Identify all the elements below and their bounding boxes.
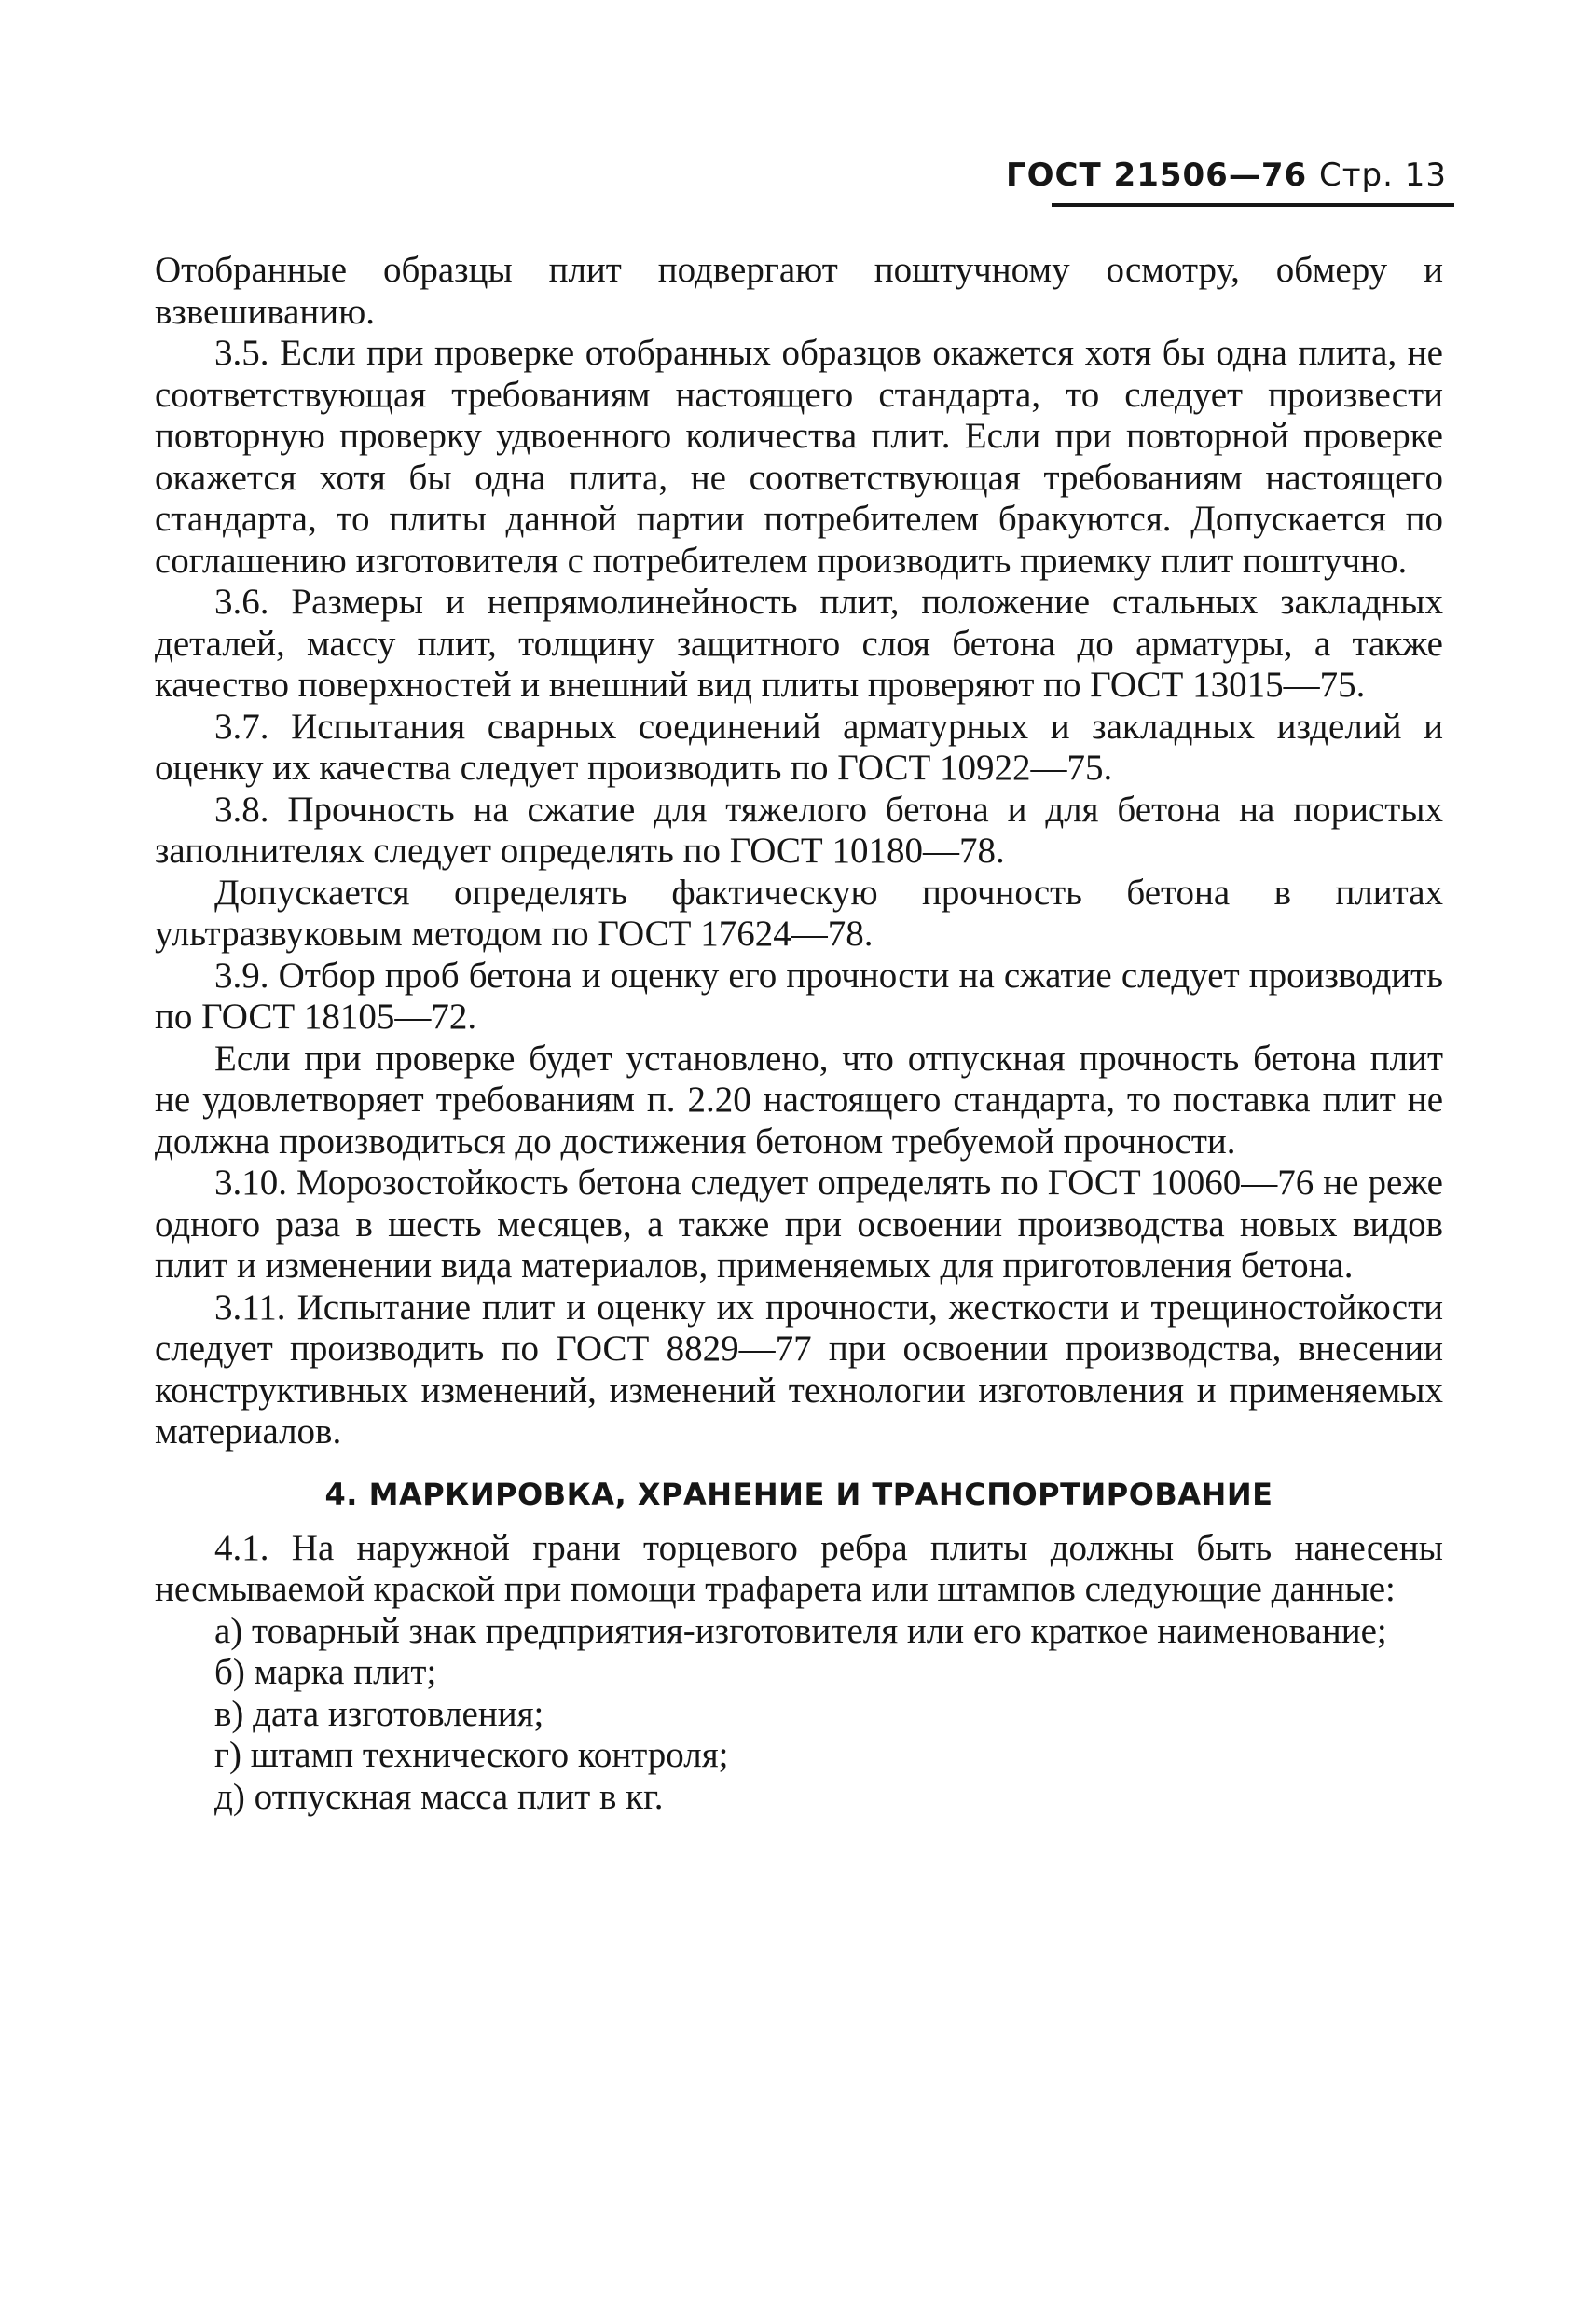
paragraph-3-8-note: Допускается определять фактическую прочность бетона в плитах ультразвуковым методом по ГОСТ 17624—78. bbox=[155, 872, 1443, 954]
list-item: б) марка плит; bbox=[214, 1652, 437, 1692]
paragraph-3-8: 3.8. Прочность на сжатие для тяжелого бетона и для бетона на пористых заполнителях следует определять по ГОСТ 10180—78. bbox=[155, 789, 1443, 871]
paragraph-3-9-note: Если при проверке будет установлено, что отпускная прочность бетона плит не удовлетворяет требованиям п. 2.20 настоящего стандарта, то поставка плит не должна производиться до достижения бетоном требуемой прочности. bbox=[155, 1038, 1443, 1162]
paragraph-3-5: 3.5. Если при проверке отобранных образцов окажется хотя бы одна плита, не соответствующая требованиям настоящего стандарта, то следует произвести повторную проверку удвоенного количества плит. Если при повторной проверке окажется хотя бы одна плита, не соответствующая требованиям настоящего стандарта, то плиты данной партии потребителем бракуются. Допускается по соглашению изготовителя с потребителем производить приемку плит поштучно. bbox=[155, 333, 1443, 581]
header-standard-number: ГОСТ 21506—76 bbox=[1005, 157, 1308, 194]
header-page-number: Стр. 13 bbox=[1318, 157, 1447, 194]
list-item: д) отпускная масса плит в кг. bbox=[214, 1776, 664, 1817]
running-header bbox=[1006, 157, 1447, 194]
section-4-heading: 4. МАРКИРОВКА, ХРАНЕНИЕ И ТРАНСПОРТИРОВАНИЕ bbox=[324, 1476, 1273, 1512]
paragraph-4-1: 4.1. На наружной грани торцевого ребра плиты должны быть нанесены несмываемой краской при помощи трафарета или штампов следующие данные: bbox=[155, 1527, 1443, 1609]
header-rule bbox=[1052, 203, 1454, 207]
paragraph-3-10: 3.10. Морозостойкость бетона следует определять по ГОСТ 10060—76 не реже одного раза в шесть месяцев, а также при освоении производства новых видов плит и изменении вида материалов, применяемых для приготовления бетона. bbox=[155, 1163, 1443, 1286]
paragraph-3-9: 3.9. Отбор проб бетона и оценку его прочности на сжатие следует производить по ГОСТ 18105—72. bbox=[155, 955, 1443, 1037]
list-item: а) товарный знак предприятия-изготовителя или его краткое наименование; bbox=[214, 1610, 1387, 1651]
paragraph-3-6: 3.6. Размеры и непрямолинейность плит, положение стальных закладных деталей, массу плит, толщину защитного слоя бетона до арматуры, а также качество поверхностей и внешний вид плиты проверяют по ГОСТ 13015—75. bbox=[155, 582, 1443, 705]
document-body bbox=[155, 250, 1443, 1818]
list-item: в) дата изготовления; bbox=[214, 1693, 544, 1734]
list-item: г) штамп технического контроля; bbox=[214, 1735, 729, 1775]
paragraph-3-7: 3.7. Испытания сварных соединений арматурных и закладных изделий и оценку их качества следует производить по ГОСТ 10922—75. bbox=[155, 706, 1443, 788]
paragraph-3-11: 3.11. Испытание плит и оценку их прочности, жесткости и трещиностойкости следует производить по ГОСТ 8829—77 при освоении производства, внесении конструктивных изменений, изменений технологии изготовления и применяемых материалов. bbox=[155, 1287, 1443, 1452]
paragraph-3-4-continued: Отобранные образцы плит подвергают поштучному осмотру, обмеру и взвешиванию. bbox=[155, 250, 1443, 332]
